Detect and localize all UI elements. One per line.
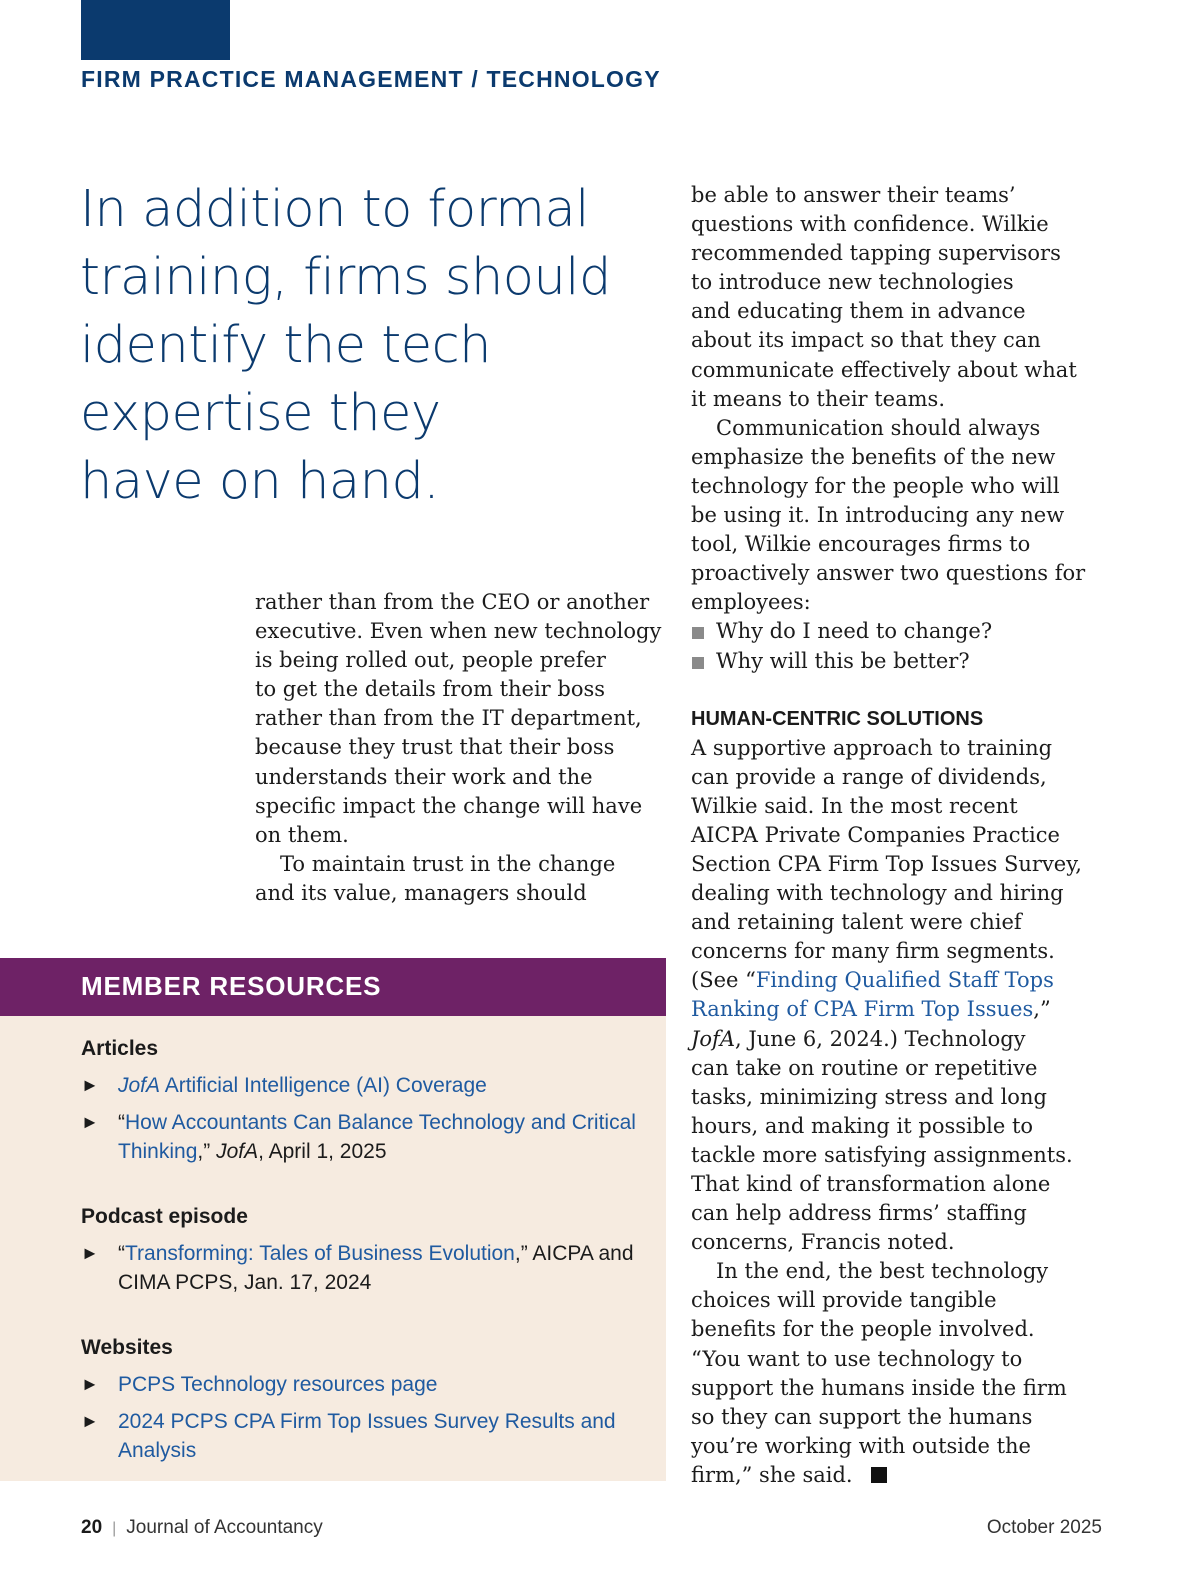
text-fragment: firm,” she said. xyxy=(691,1462,853,1487)
text-line: emphasize the benefits of the new xyxy=(691,444,1056,469)
bullet-text: Why do I need to change? xyxy=(716,619,993,644)
text-line: questions with confidence. Wilkie xyxy=(691,212,1049,237)
text-line: communicate effectively about what xyxy=(691,357,1077,382)
survey-results-link[interactable]: 2024 PCPS CPA Firm Top Issues Survey Results and xyxy=(118,1410,616,1433)
publication-name: Journal of Accountancy xyxy=(126,1517,323,1538)
text-line: benefits for the people involved. xyxy=(691,1317,1035,1342)
text-line: That kind of transformation alone xyxy=(691,1172,1051,1196)
jofa-italic: JofA xyxy=(691,1026,735,1051)
pull-quote-line: In addition to formal xyxy=(80,180,589,239)
text-line: so they can support the humans xyxy=(691,1404,1033,1429)
text-line: be able to answer their teams’ xyxy=(691,183,1016,207)
text-line xyxy=(691,1025,1111,1054)
text-line: In the end, the best technology xyxy=(716,1259,1049,1284)
text-line: be using it. In introducing any new xyxy=(691,503,1065,528)
text-fragment: , June 6, 2024.) Technology xyxy=(735,1026,1026,1051)
text-line: executive. Even when new technology xyxy=(255,619,662,644)
text-line: recommended tapping supervisors xyxy=(691,241,1061,266)
text-line: concerns for many firm segments. xyxy=(691,939,1055,964)
text-fragment: “ xyxy=(118,1111,125,1134)
arrow-bullet-icon: ► xyxy=(81,1411,99,1431)
text-line: can take on routine or repetitive xyxy=(691,1055,1038,1080)
text-line: it means to their teams. xyxy=(691,386,945,411)
text-line: and its value, managers should xyxy=(255,880,587,905)
issue-date: October 2025 xyxy=(986,1517,1102,1538)
text-line xyxy=(691,1461,1111,1490)
middle-column-text xyxy=(255,588,670,908)
end-mark-icon xyxy=(871,1467,887,1483)
articles-heading: Articles xyxy=(81,1037,159,1060)
text-line: AICPA Private Companies Practice xyxy=(691,822,1060,847)
text-line: specific impact the change will have xyxy=(255,793,643,818)
ai-coverage-link[interactable]: Artificial Intelligence (AI) Coverage xyxy=(160,1074,487,1097)
text-line: “You want to use technology to xyxy=(691,1346,1023,1371)
text-line: to get the details from their boss xyxy=(255,677,606,702)
bullet-item xyxy=(691,617,1111,646)
text-line: can help address firms’ staffing xyxy=(691,1201,1027,1226)
square-bullet-icon xyxy=(692,627,704,639)
subhead: HUMAN-CENTRIC SOLUTIONS xyxy=(691,707,984,730)
text-line: and educating them in advance xyxy=(691,299,1026,324)
member-resources-content xyxy=(81,1034,651,1465)
survey-results-link[interactable]: Analysis xyxy=(118,1439,197,1462)
pcps-resources-link[interactable]: PCPS Technology resources page xyxy=(118,1373,438,1396)
header-accent-bar xyxy=(81,0,230,60)
balance-technology-link[interactable]: Thinking xyxy=(118,1140,198,1163)
podcast-heading: Podcast episode xyxy=(81,1205,248,1228)
text-line: concerns, Francis noted. xyxy=(691,1230,955,1255)
text-line: A supportive approach to training xyxy=(691,735,1053,760)
text-line: you’re working with outside the xyxy=(691,1433,1031,1458)
arrow-bullet-icon: ► xyxy=(81,1112,99,1132)
balance-technology-link[interactable]: How Accountants Can Balance Technology and Critical xyxy=(125,1111,636,1134)
jofa-italic: JofA xyxy=(216,1140,259,1163)
pull-quote-line: training, firms should xyxy=(80,248,611,307)
footer-separator: | xyxy=(112,1520,117,1537)
text-line: Wilkie said. In the most recent xyxy=(691,793,1018,818)
bullet-item xyxy=(691,647,1111,676)
finding-qualified-staff-link[interactable]: Finding Qualified Staff Tops xyxy=(755,968,1054,993)
page-footer xyxy=(81,1517,1102,1545)
text-line: tasks, minimizing stress and long xyxy=(691,1084,1047,1109)
resource-item xyxy=(81,1239,651,1297)
text-line xyxy=(691,966,1111,995)
text-line: employees: xyxy=(691,590,811,615)
text-line: support the humans inside the firm xyxy=(691,1375,1067,1400)
arrow-bullet-icon: ► xyxy=(81,1243,99,1263)
section-label: FIRM PRACTICE MANAGEMENT / TECHNOLOGY xyxy=(81,66,661,92)
text-line: proactively answer two questions for xyxy=(691,561,1086,586)
resource-item xyxy=(81,1370,651,1399)
pull-quote xyxy=(80,176,640,516)
text-line: is being rolled out, people prefer xyxy=(255,648,606,673)
text-fragment: ,” xyxy=(1033,997,1051,1022)
text-fragment: CIMA PCPS, Jan. 17, 2024 xyxy=(118,1271,372,1294)
text-line: technology for the people who will xyxy=(691,473,1060,498)
text-fragment: (See “ xyxy=(691,968,756,993)
text-line: and retaining talent were chief xyxy=(691,910,1022,935)
square-bullet-icon xyxy=(692,657,704,669)
text-line: Section CPA Firm Top Issues Survey, xyxy=(691,851,1082,876)
arrow-bullet-icon: ► xyxy=(81,1374,99,1394)
text-line xyxy=(691,995,1111,1024)
text-line: tool, Wilkie encourages firms to xyxy=(691,532,1031,557)
text-line: on them. xyxy=(255,822,349,847)
text-line: hours, and making it possible to xyxy=(691,1113,1034,1138)
text-line: dealing with technology and hiring xyxy=(691,881,1064,906)
right-column-text xyxy=(691,181,1111,1490)
member-resources-header xyxy=(0,958,666,1016)
ai-coverage-link-italic[interactable]: JofA xyxy=(118,1074,161,1097)
pull-quote-line: expertise they xyxy=(80,384,441,443)
finding-qualified-staff-link[interactable]: Ranking of CPA Firm Top Issues xyxy=(691,997,1034,1022)
text-fragment: ,” xyxy=(197,1140,217,1163)
text-line: rather than from the CEO or another xyxy=(255,590,650,614)
text-line: rather than from the IT department, xyxy=(255,706,642,731)
text-fragment: , April 1, 2025 xyxy=(258,1140,387,1163)
text-line: because they trust that their boss xyxy=(255,735,615,760)
text-line: To maintain trust in the change xyxy=(280,851,616,876)
text-fragment: “ xyxy=(118,1242,125,1265)
text-line: to introduce new technologies xyxy=(691,270,1014,295)
podcast-link[interactable]: Transforming: Tales of Business Evolution xyxy=(125,1242,515,1265)
resource-item xyxy=(81,1407,651,1465)
text-line: can provide a range of dividends, xyxy=(691,764,1047,789)
pull-quote-line: identify the tech xyxy=(80,316,492,375)
text-line: Communication should always xyxy=(716,415,1041,440)
arrow-bullet-icon: ► xyxy=(81,1075,99,1095)
text-line: understands their work and the xyxy=(255,764,593,789)
websites-heading: Websites xyxy=(81,1336,173,1359)
resource-item xyxy=(81,1108,651,1166)
text-line: choices will provide tangible xyxy=(691,1288,997,1313)
text-fragment: ,” AICPA and xyxy=(514,1242,634,1265)
text-line: tackle more satisfying assignments. xyxy=(691,1142,1073,1167)
bullet-text: Why will this be better? xyxy=(716,648,970,673)
member-resources-title: MEMBER RESOURCES xyxy=(81,971,382,1001)
page-number: 20 xyxy=(81,1517,103,1538)
resource-item xyxy=(81,1071,651,1100)
pull-quote-line: have on hand. xyxy=(80,452,440,511)
text-line: about its impact so that they can xyxy=(691,328,1041,353)
